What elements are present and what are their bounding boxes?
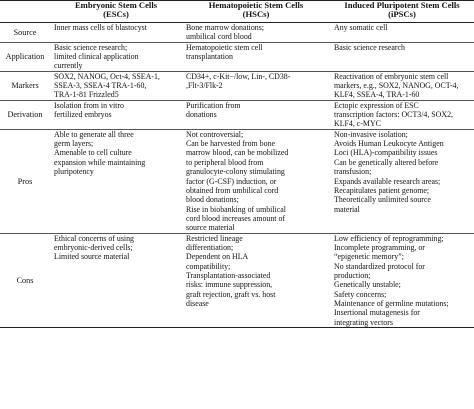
cell-cons-hsc-line: disease: [186, 298, 209, 308]
cell-application-esc-line: currently: [54, 61, 83, 71]
cell-markers-ipsc-line: markers, e.g., SOX2, NANOG, OCT-4,: [334, 81, 459, 91]
cell-markers-hsc: [182, 71, 330, 100]
cell-pros-esc-line: Able to generate all three: [54, 129, 134, 139]
cell-pros-esc-line: expansion while maintaining: [54, 157, 146, 167]
header-ipscs-line: Induced Pluripotent Stem Cells: [344, 0, 460, 10]
header-hscs-line: (HSCs): [242, 9, 270, 20]
cell-derivation-ipsc-line: Ectopic expression of ESC: [334, 100, 419, 110]
cell-application-esc: [50, 42, 182, 71]
cell-pros-hsc-line: factor (G-CSF) induction, or: [186, 176, 277, 186]
cell-application-hsc: [182, 42, 330, 71]
cell-pros-ipsc-line: Loci (HLA)-compatibility issues: [334, 148, 438, 158]
cell-pros-esc: [50, 129, 182, 233]
cell-cons-ipsc-line: Incomplete programming, or: [334, 242, 425, 252]
cell-derivation-ipsc-line: KLF4, c-MYC: [334, 119, 381, 129]
cell-pros-hsc-line: obtained from umbilical cord: [186, 185, 279, 195]
header-hscs-line: Hematopoietic Stem Cells: [208, 0, 304, 10]
cell-markers-hsc-line: CD34+, c-Kit−/low, Lin-, CD38-: [186, 71, 291, 81]
cell-pros-hsc-line: source material: [186, 223, 235, 233]
cell-cons-hsc-line: Restricted lineage: [186, 233, 243, 243]
cell-cons-hsc-line: Dependent on HLA: [186, 252, 249, 262]
cell-application-esc-line: Basic science research;: [54, 42, 128, 52]
cell-application-esc-line: limited clinical application: [54, 52, 139, 62]
cell-pros-ipsc-line: Theoretically unlimited source: [334, 195, 431, 205]
table-row-cons: [0, 233, 474, 327]
cell-markers-esc-line: SOX2, NANOG, Oct-4, SSEA-1,: [54, 71, 160, 81]
cell-pros-esc-line: pluripotency: [54, 167, 94, 177]
cell-cons-esc-line: embryonic-derived cells;: [54, 242, 133, 252]
cell-source-ipsc-line: Any somatic cell: [334, 23, 388, 32]
cell-pros-hsc-line: blood donations;: [186, 195, 239, 205]
cell-cons-ipsc-line: No standardized protocol for: [334, 261, 425, 271]
table-row-markers: [0, 71, 474, 100]
cell-pros-ipsc-line: material: [334, 204, 360, 214]
cell-cons-ipsc-line: Insertional mutagenesis for: [334, 308, 420, 318]
cell-pros-hsc-line: Rise in biobanking of umbilical: [186, 204, 286, 214]
cell-source-hsc-line: umbilical cord blood: [186, 32, 252, 42]
cell-source-ipsc: [330, 23, 474, 43]
cell-cons-hsc-line: graft rejection, graft vs. host: [186, 289, 276, 299]
cell-derivation-esc-line: Isolation from in vitro: [54, 100, 124, 110]
cell-source-hsc: [182, 23, 330, 43]
cell-cons-esc-line: Ethical concerns of using: [54, 233, 134, 243]
cell-markers-esc: [50, 71, 182, 100]
table-header-row: [0, 1, 474, 23]
cell-pros-ipsc-line: Non-invasive isolation;: [334, 129, 408, 139]
cell-cons-hsc-line: risks: immune suppression,: [186, 280, 273, 290]
cell-cons-hsc-line: Transplantation-associated: [186, 270, 271, 280]
cell-pros-esc-line: germ layers;: [54, 139, 94, 149]
cell-application-hsc-line: Hematopoietic stem cell: [186, 42, 263, 52]
cell-cons-esc: [50, 233, 182, 327]
row-label-pros: Pros: [0, 129, 50, 233]
cell-pros-hsc-line: granulocyte-colony stimulating: [186, 167, 285, 177]
cell-markers-esc-line: SSEA-3, SSEA-4 TRA-1-60,: [54, 81, 147, 91]
cell-pros-hsc-line: Not controversial;: [186, 129, 244, 139]
cell-cons-ipsc-line: integrating vectors: [334, 317, 393, 327]
row-label-source: Source: [0, 23, 50, 43]
cell-pros-ipsc-line: transfusion;: [334, 167, 372, 177]
header-hscs: [182, 1, 330, 23]
header-escs-line: (ESCs): [103, 9, 129, 20]
cell-pros-hsc-line: cord blood increases amount of: [186, 213, 286, 223]
cell-pros-ipsc: [330, 129, 474, 233]
cell-markers-ipsc-line: KLF4, SSEA-4, TRA-1-60: [334, 90, 420, 100]
cell-pros-hsc-line: marrow blood, can be mobilized: [186, 148, 289, 158]
table-row-source: [0, 23, 474, 43]
header-ipscs-line: (iPSCs): [388, 9, 416, 20]
cell-derivation-ipsc-line: transcription factors: OCT3/4, SOX2,: [334, 110, 453, 120]
cell-cons-ipsc: [330, 233, 474, 327]
cell-cons-hsc-line: differentiation;: [186, 242, 234, 252]
table-row-derivation: [0, 100, 474, 129]
cell-application-ipsc-line: Basic science research: [334, 42, 405, 52]
cell-derivation-ipsc: [330, 100, 474, 129]
cell-pros-ipsc-line: Expands available research areas;: [334, 176, 441, 186]
cell-cons-ipsc-line: Genetically unstable;: [334, 280, 401, 290]
table-row-pros: [0, 129, 474, 233]
cell-derivation-esc: [50, 100, 182, 129]
cell-application-hsc-line: transplantation: [186, 52, 233, 62]
cell-cons-hsc-line: compatibility;: [186, 261, 231, 271]
cell-derivation-hsc-line: donations: [186, 110, 217, 120]
cell-pros-hsc-line: to peripheral blood from: [186, 157, 264, 167]
row-label-markers: Markers: [0, 71, 50, 100]
cell-markers-ipsc-line: Reactivation of embryonic stem cell: [334, 71, 449, 81]
header-corner: [0, 1, 50, 23]
cell-markers-esc-line: TRA-1-81 Frizzled5: [54, 90, 119, 100]
header-escs: [50, 1, 182, 23]
cell-cons-ipsc-line: Maintenance of germline mutations;: [334, 298, 449, 308]
cell-pros-esc-line: Amenable to cell culture: [54, 148, 132, 158]
cell-pros-ipsc-line: Avoids Human Leukocyte Antigen: [334, 139, 444, 149]
cell-cons-hsc: [182, 233, 330, 327]
cell-cons-ipsc-line: production;: [334, 270, 371, 280]
cell-markers-hsc-line: ,Flt-3/Flk-2: [186, 81, 223, 91]
cell-application-ipsc: [330, 42, 474, 71]
row-label-cons: Cons: [0, 233, 50, 327]
cell-pros-hsc: [182, 129, 330, 233]
header-escs-line: Embryonic Stem Cells: [74, 0, 158, 10]
cell-markers-ipsc: [330, 71, 474, 100]
cell-cons-ipsc-line: Safety concerns;: [334, 289, 387, 299]
table-row-application: [0, 42, 474, 71]
cell-source-esc-line: Inner mass cells of blastocyst: [54, 23, 147, 32]
row-label-application: Application: [0, 42, 50, 71]
row-label-derivation: Derivation: [0, 100, 50, 129]
header-ipscs: [330, 1, 474, 23]
cell-pros-ipsc-line: Recapitulates patient genome;: [334, 185, 430, 195]
cell-derivation-hsc-line: Purification from: [186, 100, 241, 110]
cell-cons-ipsc-line: Low efficiency of reprogramming;: [334, 233, 444, 243]
cell-pros-hsc-line: Can be harvested from bone: [186, 139, 275, 149]
cell-source-hsc-line: Bone marrow donations;: [186, 23, 265, 32]
cell-source-esc: [50, 23, 182, 43]
cell-derivation-hsc: [182, 100, 330, 129]
cell-cons-ipsc-line: “epigenetic memory”;: [334, 252, 404, 262]
cell-pros-ipsc-line: Can be genetically altered before: [334, 157, 439, 167]
cell-cons-esc-line: Limited source material: [54, 252, 130, 262]
cell-derivation-esc-line: fertilized embryos: [54, 110, 112, 120]
